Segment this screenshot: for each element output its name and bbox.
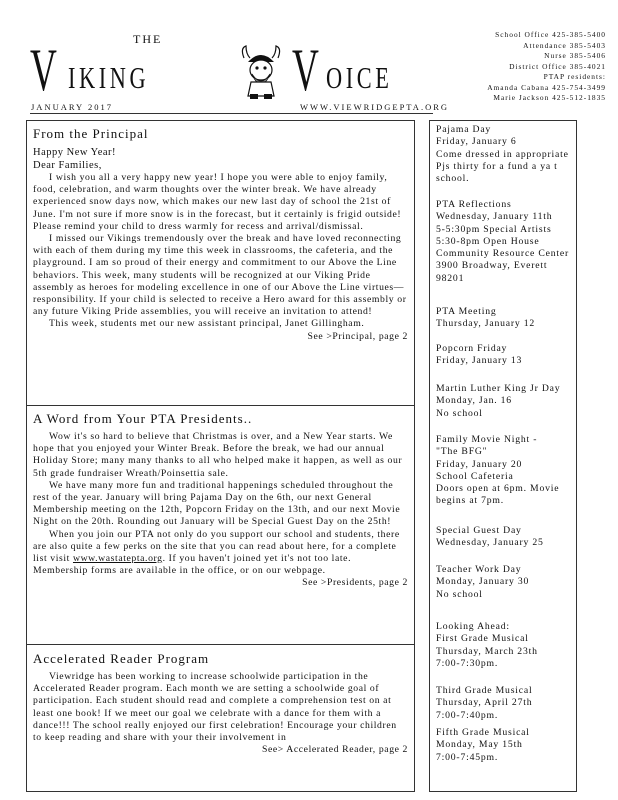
event-detail: No school <box>436 588 483 600</box>
principal-paragraph: I wish you all a very happy new year! I hope you were able to enjoy family, food, celebration, and warm thoughts over the winter break. We have already experienced snow days now, which makes our new last day of school the 21st of June. I'm not sure if more snow is in the forecast, but it certainly is frigid outside! Please remind your child to dress warmly for recess and arrival/dismissal. <box>33 172 402 232</box>
presidents-paragraph: Wow it's so hard to believe that Christmas is over, and a New Year starts. We hope that you enjoyed your Winter Break. Before the break, we had our annual Holiday Store; many many thanks to all who helped make it happen, as well as our 5th grade fundraiser Wreath/Poinsettia sale. <box>33 431 403 479</box>
event-special-guest-day <box>436 525 574 550</box>
presidents-continued-link[interactable]: See >Presidents, page 2 <box>302 577 408 589</box>
contact-line: PTAP residents: <box>543 72 606 81</box>
event-detail: school. <box>436 173 470 185</box>
event-detail: Doors open at 6pm. Movie <box>436 483 560 495</box>
event-time: 7:00-7:30pm. <box>436 657 499 669</box>
event-movie-night <box>436 434 574 508</box>
event-detail: No school <box>436 407 483 419</box>
principal-paragraph: This week, students met our new assistant principal, Janet Gillingham. <box>49 318 365 330</box>
event-detail: Come dressed in appropriate <box>436 148 569 160</box>
event-title: PTA Reflections <box>436 199 512 210</box>
event-first-grade-musical <box>436 621 574 670</box>
principal-paragraph: I missed our Vikings tremendously over the break and have loved reconnecting with each of them during my time this week in classrooms, the cafeteria, and the playground. I am so proud of their energy and commitment to our Above the Line behaviors. This week, many students will be recognized at our Viking Pride assembly as heroes for modeling excellence in one of our Above the Line virtues—responsibility. If your child is selected to receive a Hero award for this assembly or any future Viking Pride assemblies, you will receive an invitation to attend! <box>33 233 407 318</box>
event-title: Fifth Grade Musical <box>436 727 530 738</box>
event-popcorn-friday <box>436 343 574 368</box>
principal-article <box>27 126 414 343</box>
event-detail: 5-5:30pm Special Artists <box>436 223 552 235</box>
event-teacher-work-day <box>436 564 574 601</box>
presidents-paragraph <box>33 529 408 578</box>
event-title: Third Grade Musical <box>436 685 533 696</box>
contact-line: District Office 385-4021 <box>509 61 606 71</box>
event-date: Friday, January 13 <box>436 355 523 367</box>
contact-line: Attendance 385-5403 <box>523 40 606 50</box>
masthead-title-v1: V <box>30 37 57 103</box>
event-title: First Grade Musical <box>436 633 529 645</box>
event-detail: 98201 <box>436 272 465 284</box>
masthead-rule <box>30 113 433 114</box>
event-detail: School Cafeteria <box>436 470 514 482</box>
contact-list <box>487 30 606 104</box>
presidents-text: When you join our PTA not only do you support our school and students, there are also quite a few perks on the site that you can read about here, for a complete list visit <box>33 528 400 565</box>
principal-salutation: Dear Families, <box>33 160 102 171</box>
event-title: PTA Meeting <box>436 306 497 317</box>
presidents-heading: A Word from Your PTA Presidents.. <box>33 411 253 426</box>
event-date: Monday, January 30 <box>436 576 530 588</box>
section-divider <box>27 405 414 406</box>
event-detail: begins at 7pm. <box>436 495 504 507</box>
event-fifth-grade-musical <box>436 727 574 764</box>
event-date: Thursday, April 27th <box>436 697 533 709</box>
presidents-paragraph: We have many more fun and traditional happenings scheduled throughout the rest of the year. January will bring Pajama Day on the 6th, our next General Membership meeting on the 12th, Popcorn Friday on the 13th, and our next Movie Night on the 20th. Rounding out January will be Special Guest Day on the 25th! <box>33 479 401 528</box>
event-time: 7:00-7:45pm. <box>436 751 499 763</box>
event-detail: 5:30-8pm Open House <box>436 235 540 247</box>
event-date: Monday, Jan. 16 <box>436 395 512 407</box>
issue-date: JANUARY 2017 <box>31 102 114 112</box>
reader-article <box>27 651 414 756</box>
masthead-title-iking: IKING <box>68 60 150 95</box>
event-date: Wednesday, January 11th <box>436 211 553 223</box>
event-pta-meeting <box>436 306 574 331</box>
principal-heading: From the Principal <box>33 126 149 141</box>
event-date: Monday, May 15th <box>436 739 523 751</box>
event-date: Friday, January 6 <box>436 136 517 148</box>
event-mlk-day <box>436 383 574 420</box>
event-pta-reflections <box>436 199 574 285</box>
viking-mascot-icon <box>238 44 284 100</box>
masthead-title-v2: V <box>292 37 319 103</box>
event-date: Thursday, January 12 <box>436 318 536 330</box>
contact-line: Marie Jackson 425-512-1835 <box>493 93 606 102</box>
events-sidebar <box>429 120 577 792</box>
website-link[interactable]: WWW.VIEWRIDGEPTA.ORG <box>300 102 450 112</box>
event-third-grade-musical <box>436 685 574 722</box>
section-divider <box>27 644 414 645</box>
event-pajama-day <box>436 124 574 185</box>
reader-heading: Accelerated Reader Program <box>33 651 210 666</box>
event-date: Wednesday, January 25 <box>436 537 544 549</box>
event-date: Thursday, March 23th <box>436 645 538 657</box>
event-title: Popcorn Friday <box>436 343 508 354</box>
presidents-article <box>27 411 414 590</box>
wastatepta-link[interactable]: www.wastatepta.org <box>72 553 163 565</box>
event-detail: Community Resource Center <box>436 248 570 260</box>
event-title: Martin Luther King Jr Day <box>436 383 561 394</box>
contact-line: Amanda Cabana 425-754-3499 <box>487 82 606 92</box>
event-title: Teacher Work Day <box>436 564 522 575</box>
event-title: "The BFG" <box>436 446 488 458</box>
event-title: Special Guest Day <box>436 525 522 536</box>
contact-line: Nurse 385-5406 <box>544 51 606 60</box>
principal-greeting: Happy New Year! <box>33 147 117 158</box>
event-detail: Pjs thirty for a fund a ya t <box>436 160 558 172</box>
event-detail: 3900 Broadway, Everett <box>436 260 548 272</box>
reader-paragraph: Viewridge has been working to increase schoolwide participation in the Accelerated Reader program. Each month we are setting a schoolwide goal of participation. Each student should read and complete a comprehension test on at least one book! If we meet our goal we celebrate with a dance for them with a dance!!! The school really enjoyed our first celebration! Encourage your children to keep reading and share with your their involvement in <box>33 671 397 744</box>
main-column <box>26 120 415 792</box>
masthead-the: THE <box>133 32 163 46</box>
looking-ahead-heading: Looking Ahead: <box>436 621 510 632</box>
event-time: 7:00-7:40pm. <box>436 709 499 721</box>
event-date: Friday, January 20 <box>436 458 523 470</box>
masthead-title-oice: OICE <box>326 60 393 95</box>
event-title: Family Movie Night - <box>436 434 538 445</box>
reader-continued-link[interactable]: See> Accelerated Reader, page 2 <box>261 744 408 756</box>
contact-line: School Office 425-385-5400 <box>495 30 606 39</box>
event-title: Pajama Day <box>436 124 492 135</box>
principal-continued-link[interactable]: See >Principal, page 2 <box>307 330 408 342</box>
presidents-text: . If you haven't joined yet it's not too late. Membership forms are available in the office, or on our webpage. <box>33 553 352 577</box>
